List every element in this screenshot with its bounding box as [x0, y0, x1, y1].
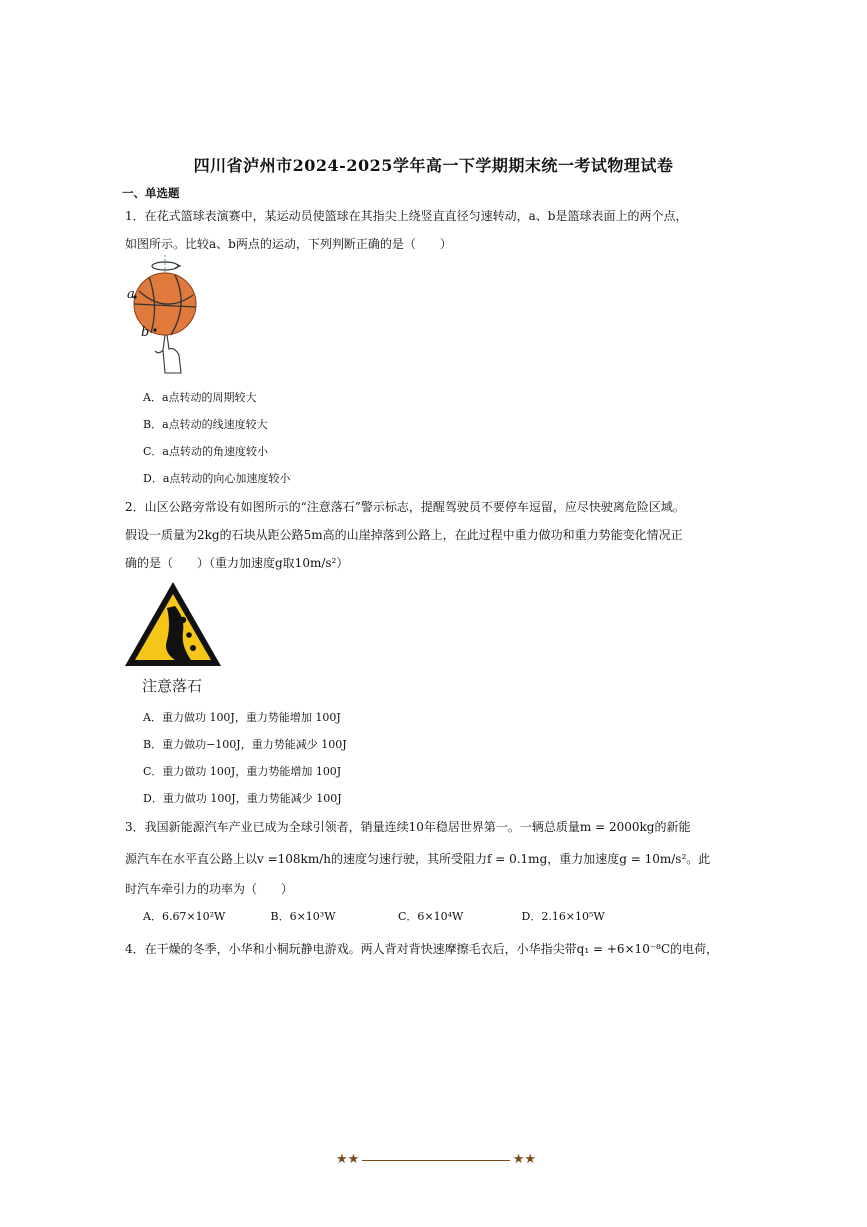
q1-option-b[interactable]: B．a点转动的线速度较大	[143, 418, 268, 431]
q3-option-a[interactable]: A．6.67×10²W	[143, 910, 226, 923]
q1-option-c[interactable]: C．a点转动的角速度较小	[143, 445, 268, 458]
sign-caption: 注意落石	[142, 677, 203, 695]
section-heading: 一、单选题	[122, 186, 180, 200]
page-title: 四川省泸州市2024-2025学年高一下学期期末统一考试物理试卷	[193, 156, 674, 175]
q2-option-d[interactable]: D．重力做功 100J，重力势能减少 100J	[143, 792, 342, 805]
q3-line2: 源汽车在水平直公路上以v =108km/h的速度匀速行驶，其所受阻力f = 0.1mg，重力加速度g = 10m/s²。此	[125, 852, 711, 866]
q3-option-b[interactable]: B．6×10³W	[270, 910, 336, 923]
q1-line1: 1．在花式篮球表演赛中，某运动员使篮球在其指尖上绕竖直直径匀速转动，a、b是篮球表面上的两个点，	[125, 209, 688, 223]
label-b: b	[141, 325, 150, 340]
q2-line2: 假设一质量为2kg的石块从距公路5m高的山崖掉落到公路上，在此过程中重力做功和重力势能变化情况正	[125, 528, 683, 542]
q1-line2: 如图所示。比较a、b两点的运动，下列判断正确的是（ ）	[125, 237, 452, 251]
q4-line1: 4．在干燥的冬季，小华和小桐玩静电游戏。两人背对背快速摩擦毛衣后，小华指尖带q₁ = +6×10⁻⁸C的电荷，	[125, 942, 719, 956]
q3-options	[143, 908, 605, 924]
q2-line1: 2．山区公路旁常设有如图所示的“注意落石”警示标志，提醒驾驶员不要停车逗留，应尽快驶离危险区域。	[125, 500, 685, 514]
falling-rocks-sign	[123, 580, 223, 670]
q2-option-c[interactable]: C．重力做功 100J，重力势能增加 100J	[143, 765, 342, 778]
basketball-figure	[125, 255, 205, 380]
q3-option-c[interactable]: C．6×10⁴W	[398, 910, 464, 923]
footer-rule	[362, 1160, 510, 1161]
basketball-icon	[125, 255, 205, 380]
q3-line3: 时汽车牵引力的功率为（ ）	[125, 882, 294, 896]
q1-option-a[interactable]: A．a点转动的周期较大	[143, 391, 257, 404]
q3-option-d[interactable]: D．2.16×10⁵W	[521, 910, 605, 923]
label-a: a	[127, 287, 135, 302]
q2-line3: 确的是（ ）（重力加速度g取10m/s²）	[125, 556, 349, 570]
footer-ornament	[336, 1152, 536, 1168]
q1-option-d[interactable]: D．a点转动的向心加速度较小	[143, 472, 291, 485]
footer-stars-right: ★★	[512, 1152, 536, 1167]
q2-option-a[interactable]: A．重力做功 100J，重力势能增加 100J	[143, 711, 341, 724]
warning-triangle-icon	[123, 580, 223, 668]
q2-option-b[interactable]: B．重力做功−100J，重力势能减少 100J	[143, 738, 347, 751]
footer-stars-left: ★★	[336, 1152, 360, 1167]
q3-line1: 3．我国新能源汽车产业已成为全球引领者，销量连续10年稳居世界第一。一辆总质量m = 2000kg的新能	[125, 820, 691, 834]
